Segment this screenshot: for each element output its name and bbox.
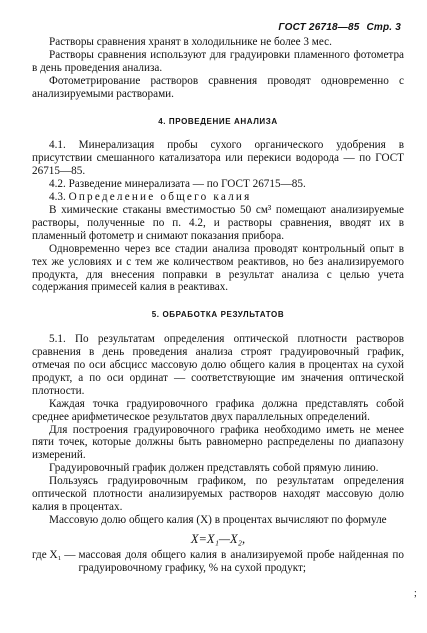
paragraph-5-3: Для построения градуировочного графика необходимо иметь не менее пяти точек, которые должны быть равномерно распределены по диапазону измерений.	[32, 423, 404, 462]
paragraph-4-3-title	[32, 191, 404, 204]
margin-mark: ;	[414, 588, 417, 599]
definition-text: массовая доля общего калия в анализируемой пробе найденная по градуировочному графику, % на сухой продукт;	[78, 548, 404, 574]
paragraph-4-1: 4.1. Минерализация пробы сухого органического удобрения в присутствии смешанного катализатора или перекиси водорода — по ГОСТ 26715—85.	[32, 139, 404, 178]
paragraph-5-6: Массовую долю общего калия (X) в процентах вычисляют по формуле	[49, 513, 387, 526]
standard-number: ГОСТ 26718—85	[278, 22, 360, 33]
section-5-heading: 5. ОБРАБОТКА РЕЗУЛЬТАТОВ	[151, 310, 285, 320]
paragraph-5-1: 5.1. По результатам определения оптической плотности растворов сравнения в день проведения анализа строят градуировочный график, отмечая по оси абсцисс массовую долю общего калия в процентах на сухой продукт, а по оси ординат — соответствующие им значения оптической плотности.	[32, 333, 404, 397]
paragraph-photometry: Фотометрирование растворов сравнения проводят одновременно с анализируемыми растворами.	[32, 74, 404, 100]
paragraph-5-4: Градуировочный график должен представлять собой прямую линию.	[49, 462, 379, 475]
clause-number: 4.3.	[49, 191, 69, 204]
paragraph-storage: Растворы сравнения хранят в холодильнике не более 3 мес.	[49, 36, 332, 48]
body-text	[32, 36, 404, 575]
page-header	[278, 22, 401, 33]
page-number: Стр. 3	[366, 22, 401, 33]
paragraph-calibration: Растворы сравнения используют для градуировки пламенного фотометра в день проведения анализа.	[32, 48, 404, 74]
paragraph-4-3-text: В химические стаканы вместимостью 50 см³ помещают анализируемые растворы, полученные по п. 4.2, и растворы сравнения, вводят их в пламенный фотометр и снимают показания прибора.	[32, 203, 404, 242]
formula: X=X₁—X₂,	[190, 531, 246, 546]
definition-term: где X₁ —	[32, 548, 76, 561]
section-4-heading: 4. ПРОВЕДЕНИЕ АНАЛИЗА	[158, 116, 278, 126]
paragraph-5-5: Пользуясь градуировочным графиком, по результатам определения оптической плотности анализируемых растворов находят массовую долю калия в процентах.	[32, 475, 404, 513]
paragraph-4-2: 4.2. Разведение минерализата — по ГОСТ 26715—85.	[49, 178, 306, 191]
paragraph-5-2: Каждая точка градуировочного графика должна представлять собой среднее арифметическое результатов двух параллельных определений.	[32, 397, 404, 423]
variable-definition	[32, 549, 404, 575]
clause-title: Определение общего калия	[68, 191, 252, 204]
paragraph-control-test: Одновременно через все стадии анализа проводят контрольный опыт в тех же условиях и с тем же количеством реактивов, но без анализируемого продукта, для внесения поправки в результат анализа с целью учета содержания примесей калия в реактивах.	[32, 242, 404, 294]
